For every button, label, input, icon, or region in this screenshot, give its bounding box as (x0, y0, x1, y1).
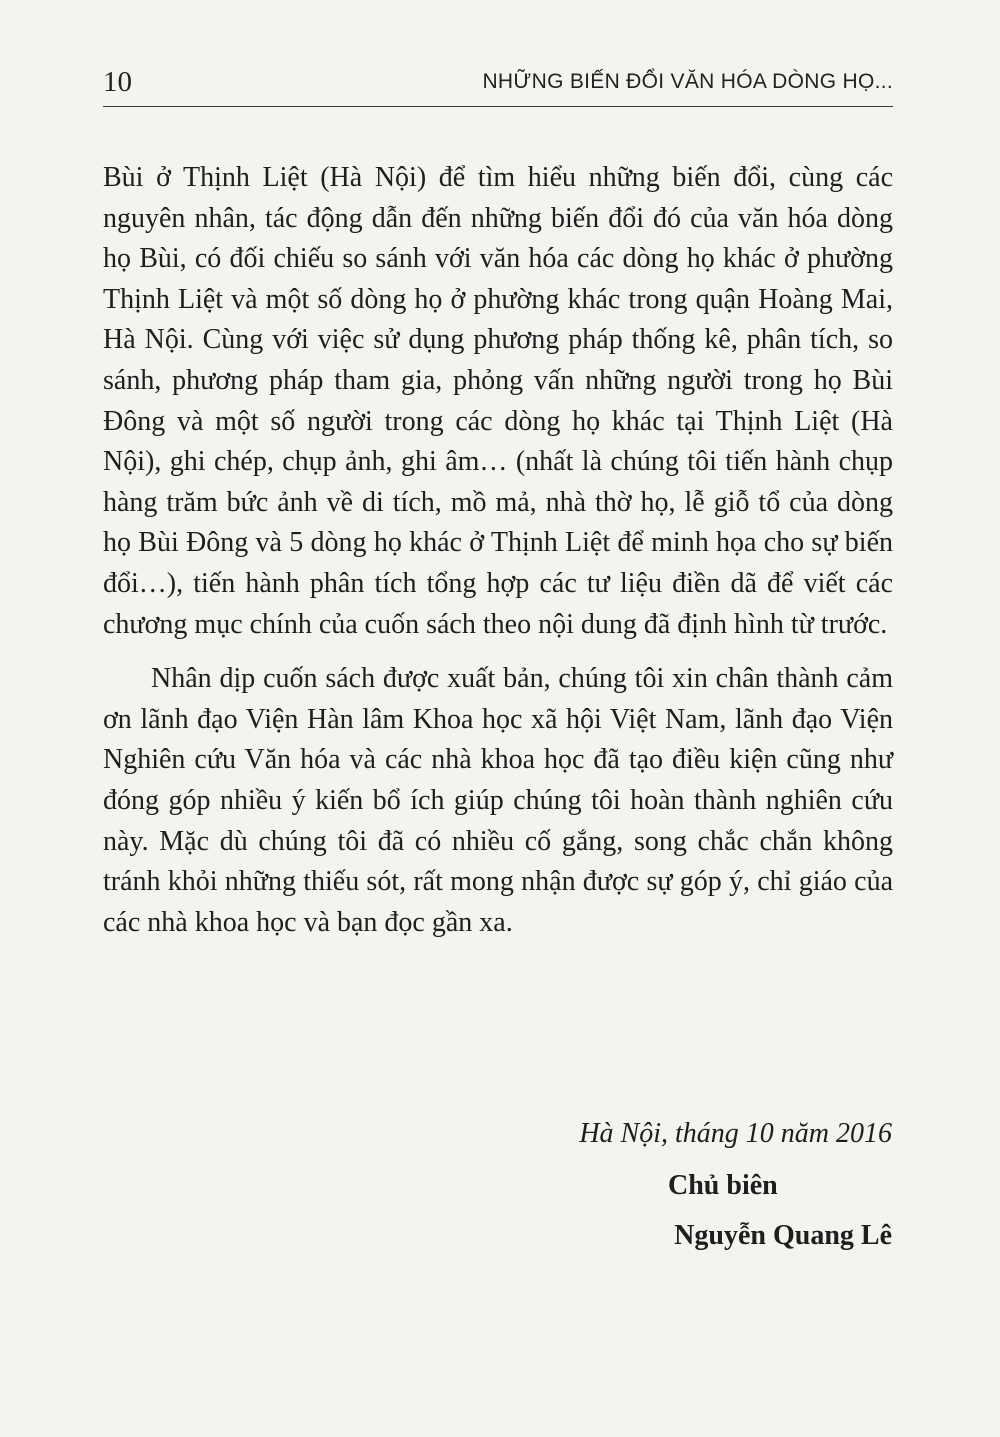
page-number: 10 (103, 66, 132, 98)
paragraph-acknowledgement: Nhân dịp cuốn sách được xuất bản, chúng tôi xin chân thành cảm ơn lãnh đạo Viện Hàn lâm Khoa học xã hội Việt Nam, lãnh đạo Viện Nghiên cứu Văn hóa và các nhà khoa học đã tạo điều kiện cũng như đóng góp nhiều ý kiến bổ ích giúp chúng tôi hoàn thành nghiên cứu này. Mặc dù chúng tôi đã có nhiều cố gắng, song chắc chắn không tránh khỏi những thiếu sót, rất mong nhận được sự góp ý, chỉ giáo của các nhà khoa học và bạn đọc gần xa. (103, 663, 893, 938)
editor-name: Nguyễn Quang Lê (674, 1220, 892, 1251)
paragraph-continuation: Bùi ở Thịnh Liệt (Hà Nội) để tìm hiểu những biến đổi, cùng các nguyên nhân, tác động dẫn đến những biến đổi đó của văn hóa dòng họ Bùi, có đối chiếu so sánh với văn hóa các dòng họ khác ở phường Thịnh Liệt và một số dòng họ ở phường khác trong quận Hoàng Mai, Hà Nội. Cùng với việc sử dụng phương pháp thống kê, phân tích, so sánh, phương pháp tham gia, phỏng vấn những người trong họ Bùi Đông và một số người trong các dòng họ khác tại Thịnh Liệt (Hà Nội), ghi chép, chụp ảnh, ghi âm… (nhất là chúng tôi tiến hành chụp hàng trăm bức ảnh về di tích, mồ mả, nhà thờ họ, lễ giỗ tổ của dòng họ Bùi Đông và 5 dòng họ khác ở Thịnh Liệt để minh họa cho sự biến đổi…), tiến hành phân tích tổng hợp các tư liệu điền dã để viết các chương mục chính của cuốn sách theo nội dung đã định hình từ trước. (103, 162, 893, 640)
page-header (103, 62, 893, 107)
running-title: NHỮNG BIẾN ĐỔI VĂN HÓA DÒNG HỌ... (482, 70, 893, 93)
place-date: Hà Nội, tháng 10 năm 2016 (579, 1118, 892, 1149)
body-text (103, 158, 893, 943)
editor-role: Chủ biên (668, 1170, 778, 1201)
